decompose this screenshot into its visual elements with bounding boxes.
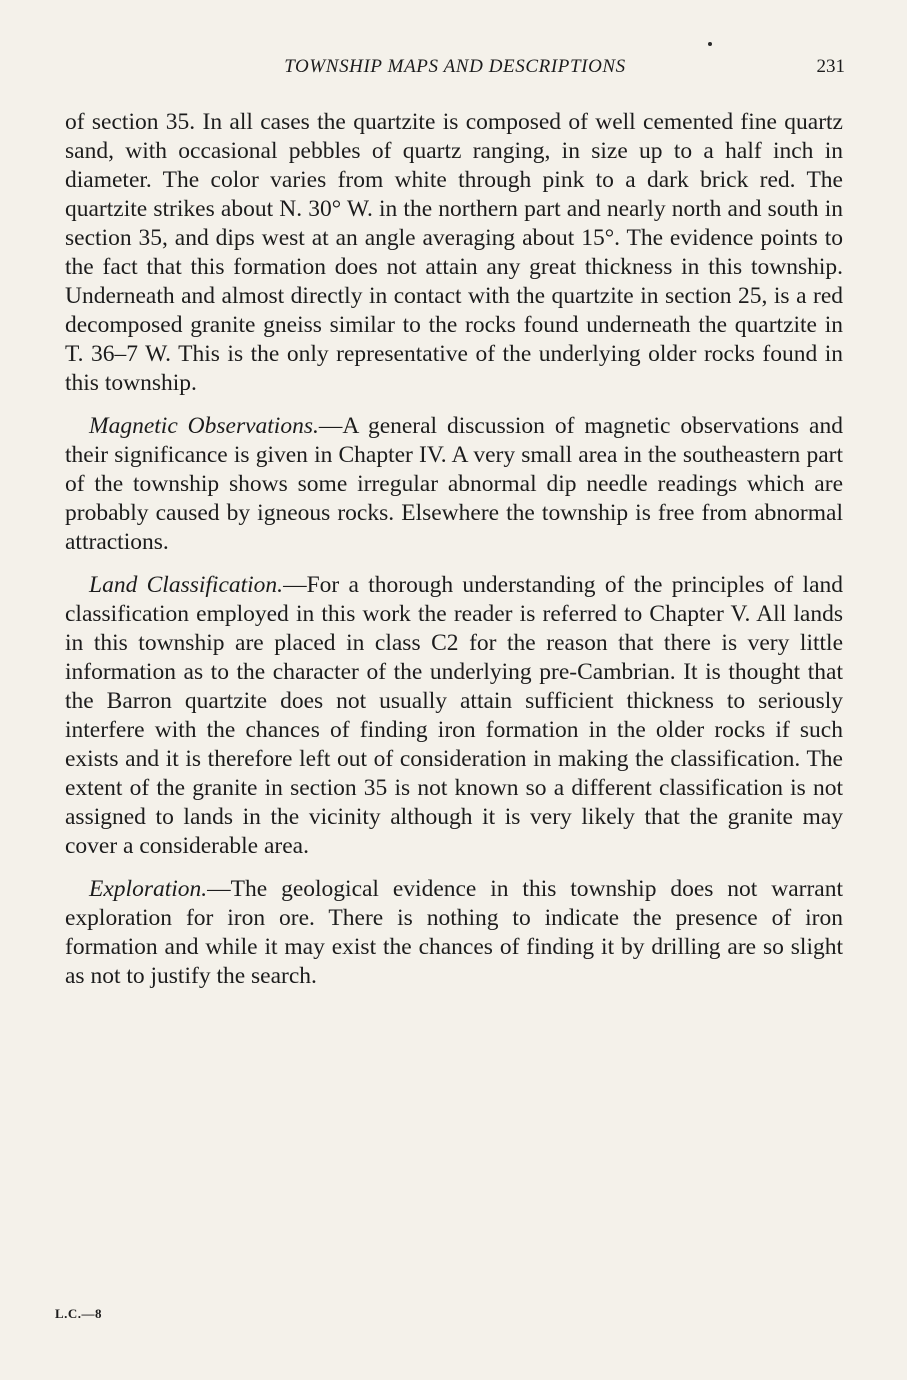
paragraph-text: —For a thorough understanding of the principles of land classification employed in this work the reader is referred to Chapter V. All lands in this township are placed in class C2 for the reason that there is very little information as to the character of the underlying pre-Cambrian. It is thought that the Barron quartzite does not usually attain sufficient thickness to seriously interfere with the chances of finding iron formation in the older rocks if such exists and it is therefore left out of consideration in making the classification. The extent of the granite in section 35 is not known so a different classification is not assigned to lands in the vicinity although it is very likely that the granite may cover a considerable area. [65,572,843,859]
paragraph-heading: Exploration. [89,876,208,902]
body-text [65,108,843,1005]
paragraph-heading: Land Classification. [89,572,284,598]
paragraph-text: —A general discussion of magnetic observations and their significance is given in Chapter IV. A very small area in the southeastern part of the township shows some irregular abnormal dip needle readings which are probably caused by igneous rocks. Elsewhere the township is free from abnormal attractions. [65,413,843,555]
page-number: 231 [816,56,845,77]
paragraph-heading: Magnetic Observations. [89,413,319,439]
running-head [0,56,907,82]
paragraph-geology-continued [65,108,843,398]
ink-speck [708,42,712,46]
running-title: TOWNSHIP MAPS AND DESCRIPTIONS [284,56,626,77]
signature-mark: L.C.—8 [55,1306,103,1321]
paragraph-text: —The geological evidence in this township does not warrant exploration for iron ore. There is nothing to indicate the presence of iron formation and while it may exist the chances of finding it by drilling are so slight as not to justify the search. [65,876,843,989]
paragraph-land-classification [65,571,843,861]
paragraph-text: of section 35. In all cases the quartzite is composed of well cemented fine quartz sand, with occasional pebbles of quartz ranging, in size up to a half inch in diameter. The color varies from white through pink to a dark brick red. The quartzite strikes about N. 30° W. in the northern part and nearly north and south in section 35, and dips west at an angle averaging about 15°. The evidence points to the fact that this formation does not attain any great thickness in this township. Underneath and almost directly in contact with the quartzite in section 25, is a red decomposed granite gneiss similar to the rocks found underneath the quartzite in T. 36–7 W. This is the only representative of the underlying older rocks found in this township. [65,109,843,396]
paragraph-magnetic-observations [65,412,843,557]
paragraph-exploration [65,875,843,991]
